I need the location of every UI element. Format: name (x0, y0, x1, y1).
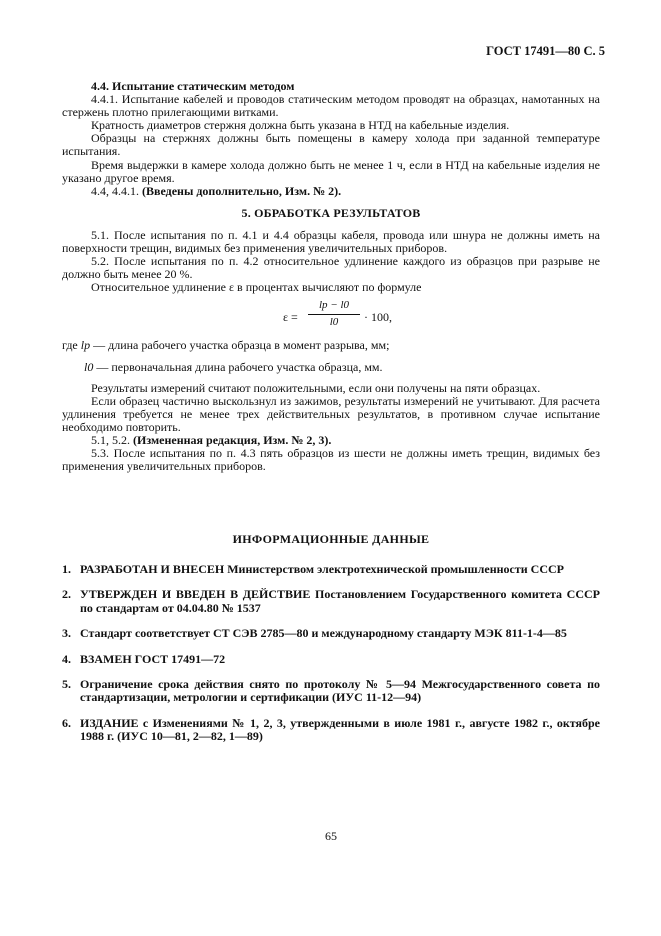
info-item-text: УТВЕРЖДЕН И ВВЕДЕН В ДЕЙСТВИЕ Постановлением Государственного комитета СССР по стандартам от 04.04.80 № 1537 (80, 587, 600, 615)
definition-l0 (62, 361, 600, 374)
info-item-text: ИЗДАНИЕ с Изменениями № 1, 2, 3, утвержденными в июле 1981 г., августе 1982 г., октябре 1988 г. (ИУС 10—81, 2—82, 1—89) (80, 715, 600, 744)
info-item-text: Ограничение срока действия снято по протоколу № 5—94 Межгосударственного совета по стандартизации, метрологии и сертификации (ИУС 11-12—94) (80, 677, 600, 705)
document-body (62, 80, 600, 473)
info-item (62, 627, 600, 640)
paragraph-slipped-sample: Если образец частично выскользнул из зажимов, результаты измерений не учитывают. Для расчета удлинения требуется не менее трех действительных результатов, в противном случае испытание необходимо повторить. (62, 393, 600, 434)
amendment-ref: 4.4, 4.4.1. (91, 183, 142, 198)
page-number: 65 (325, 829, 337, 843)
section-title-5: 5. ОБРАБОТКА РЕЗУЛЬТАТОВ (241, 205, 421, 220)
paragraph-results: Результаты измерений считают положительными, если они получены на пяти образцах. (91, 380, 541, 395)
info-item (62, 588, 600, 615)
info-item-number: 6. (62, 715, 71, 730)
info-section-title: ИНФОРМАЦИОННЫЕ ДАННЫЕ (232, 532, 430, 546)
section-heading-4-4: 4.4. Испытание статическим методом (91, 79, 295, 93)
symbol-lp: lр (80, 338, 91, 353)
amendment-ref: 5.1, 5.2. (91, 432, 133, 447)
paragraph-formula-intro: Относительное удлинение ε в процентах вычисляют по формуле (91, 280, 422, 295)
paragraph-5-2: 5.2. После испытания по п. 4.2 относительное удлинение каждого из образцов при разрыве не должно быть менее 20 %. (62, 254, 600, 282)
formula-fraction (308, 299, 360, 328)
info-item (62, 717, 600, 744)
info-item-text: РАЗРАБОТАН И ВНЕСЕН Министерством электротехнической промышленности СССР (80, 562, 565, 576)
info-item-number: 2. (62, 587, 71, 602)
formula-tail: · 100, (364, 310, 392, 325)
definition-l0-text: — первоначальная длина рабочего участка образца, мм. (96, 359, 383, 374)
info-item-number: 5. (62, 677, 71, 692)
info-item-number: 1. (62, 562, 71, 576)
paragraph-cold-chamber: Образцы на стержнях должны быть помещены в камеру холода при заданной температуре испытания. (62, 131, 600, 159)
paragraph-5-3: 5.3. После испытания по п. 4.3 пять образцов из шести не должны иметь трещин, видимых без применения увеличительных приборов. (62, 446, 600, 474)
paragraph-4-4-1: 4.4.1. Испытание кабелей и проводов статическим методом проводят на образцах, намотанных на стержень плотно прилегающими витками. (62, 92, 600, 120)
amendment-note-4-4 (62, 185, 600, 198)
info-item-text: ВЗАМЕН ГОСТ 17491—72 (80, 651, 226, 666)
definition-lp (62, 339, 600, 352)
formula-numerator: lр − l0 (318, 299, 350, 312)
info-item (62, 563, 600, 576)
paragraph-5-1: 5.1. После испытания по п. 4.1 и 4.4 образцы кабеля, провода или шнура не должны иметь на поверхности трещин, видимых без применения увеличительных приборов. (62, 227, 600, 256)
symbol-l0: l0 (84, 359, 94, 374)
formula-lhs: ε = (283, 310, 298, 325)
info-list (62, 563, 600, 756)
formula-denominator: l0 (329, 315, 339, 328)
definition-prefix: где (62, 338, 78, 353)
amendment-text: (Введены дополнительно, Изм. № 2). (142, 183, 342, 198)
paragraph-rod-ratio: Кратность диаметров стержня должна быть указана в НТД на кабельные изделия. (91, 118, 510, 133)
info-item (62, 678, 600, 705)
paragraph-hold-time: Время выдержки в камере холода должно быть не менее 1 ч, если в НТД на кабельные изделия не указано другое время. (62, 157, 600, 185)
definition-lp-text: — длина рабочего участка образца в момент разрыва, мм; (93, 338, 390, 353)
amendment-text: (Измененная редакция, Изм. № 2, 3). (133, 432, 332, 447)
info-item-number: 3. (62, 626, 71, 641)
elongation-formula (62, 299, 600, 335)
fraction-bar (308, 314, 360, 315)
info-item-text: Стандарт соответствует СТ СЭВ 2785—80 и международному стандарту МЭК 811-1-4—85 (80, 626, 567, 641)
page-header: ГОСТ 17491—80 С. 5 (486, 44, 605, 58)
info-item-number: 4. (62, 651, 71, 666)
info-item (62, 653, 600, 666)
